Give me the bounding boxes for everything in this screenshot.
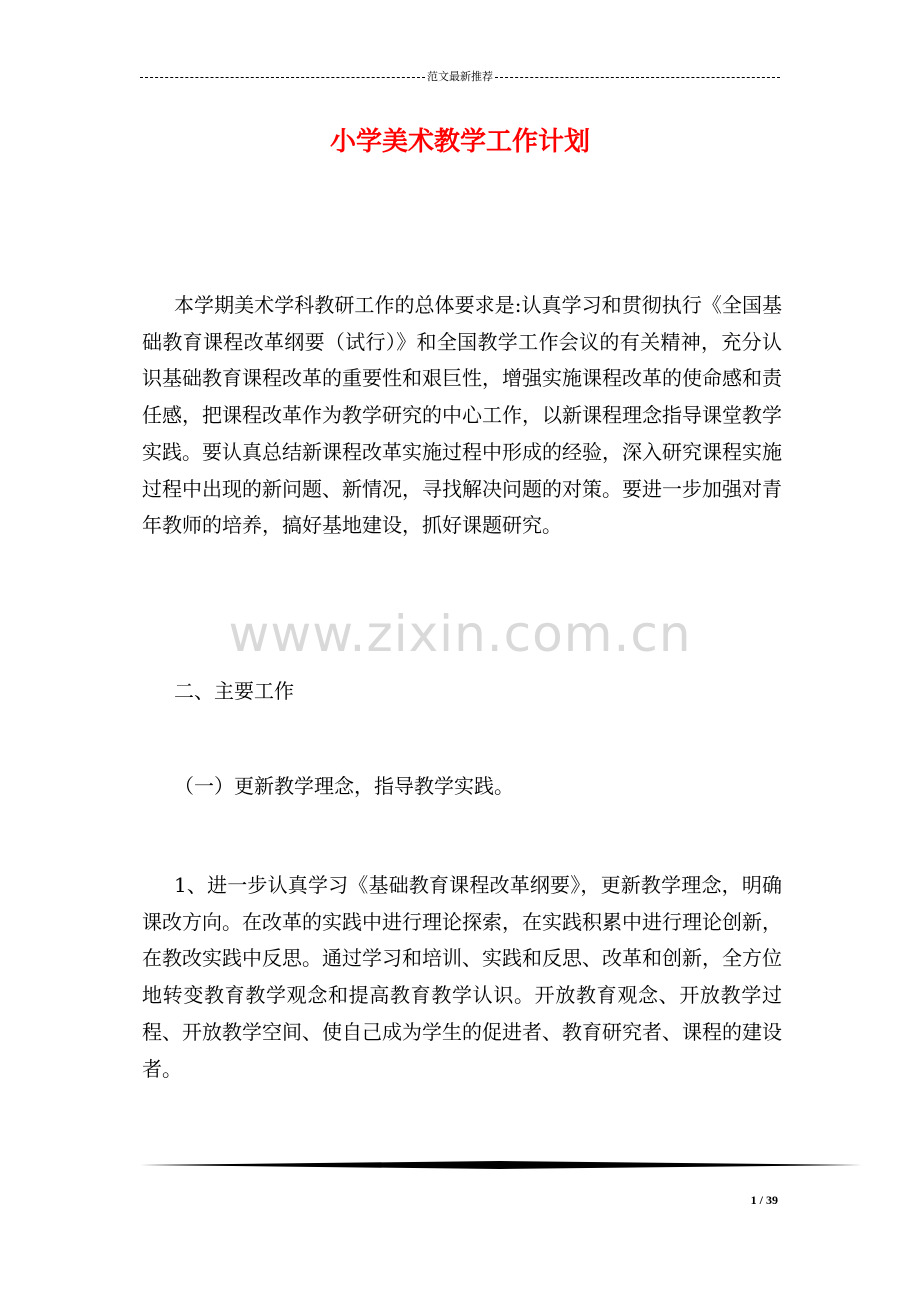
footer-rule: [140, 1160, 862, 1170]
subsection-heading-1: （一）更新教学理念，指导教学实践。: [174, 774, 514, 798]
watermark: www.zixin.com.cn: [228, 605, 692, 663]
section-heading-main-work: 二、主要工作: [174, 679, 294, 703]
page-number: 1 / 39: [750, 1193, 778, 1207]
document-title: 小学美术教学工作计划: [329, 127, 590, 157]
header-dash-right: [495, 77, 780, 78]
paragraph-item-1: 1、进一步认真学习《基础教育课程改革纲要》，更新教学理念，明确课改方向。在改革的实践中进行理论探索，在实践积累中进行理论创新，在教改实践中反思。通过学习和培训、实践和反思、改革和创新，全方位地转变教育教学观念和提高教育教学认识。开放教育观念、开放教学过程、开放教学空间、使自己成为学生的促进者、教育研究者、课程的建设者。: [142, 873, 782, 1081]
header-line: [140, 70, 780, 84]
header-dash-left: [140, 77, 425, 78]
header-label: 范文最新推荐: [427, 70, 493, 83]
paragraph-overview: 本学期美术学科教研工作的总体要求是:认真学习和贯彻执行《全国基础教育课程改革纲要（试行）》和全国教学工作会议的有关精神，充分认识基础教育课程改革的重要性和艰巨性，增强实施课程改革的使命感和责任感，把课程改革作为教学研究的中心工作，以新课程理念指导课堂教学实践。要认真总结新课程改革实施过程中形成的经验，深入研究课程实施过程中出现的新问题、新情况，寻找解决问题的对策。要进一步加强对青年教师的培养，搞好基地建设，抓好课题研究。: [142, 293, 782, 538]
